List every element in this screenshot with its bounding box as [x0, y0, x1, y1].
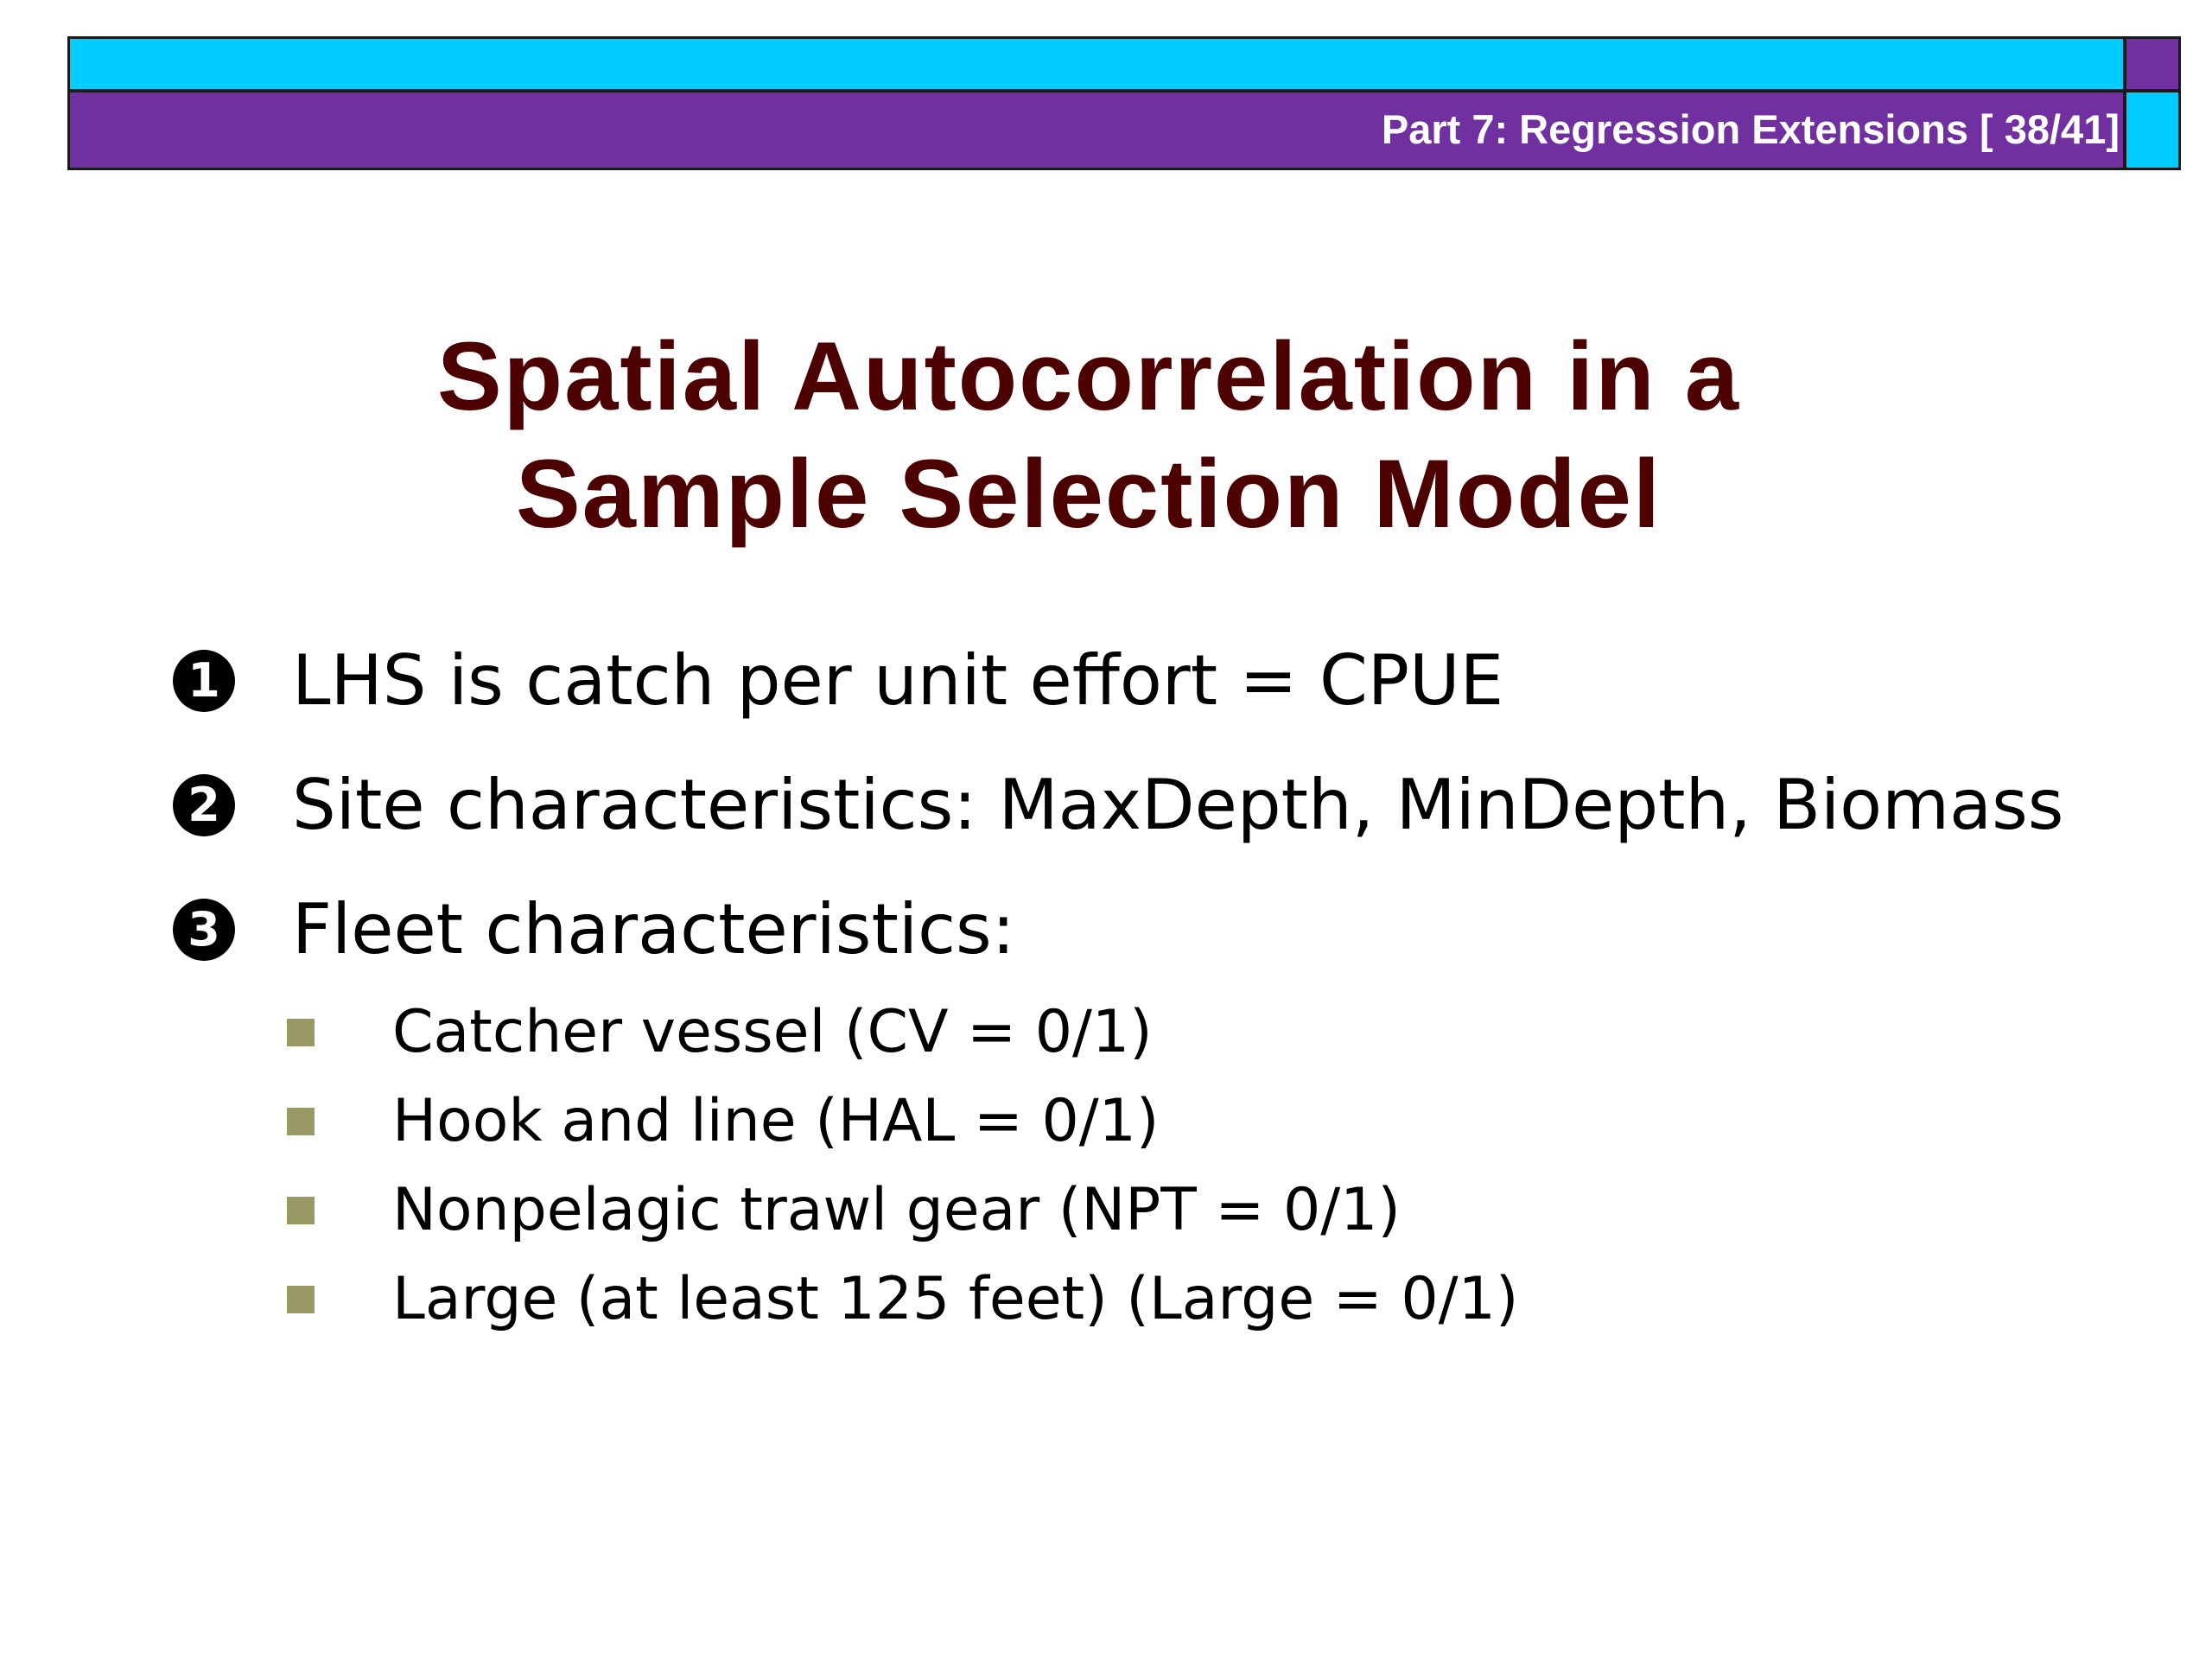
sub-bullet-text-4: Large (at least 125 feet) (Large = 0/1)	[392, 1265, 1519, 1333]
sub-bullet-item-4	[287, 1261, 1518, 1338]
sub-bullet-item-2	[287, 1083, 1159, 1160]
slide-title	[0, 318, 2177, 553]
bullet-text-1: LHS is catch per unit effort = CPUE	[292, 640, 1504, 721]
slide-section-label: Part 7: Regression Extensions [ 38/41]	[1381, 106, 2120, 152]
sub-bullet-text-2: Hook and line (HAL = 0/1)	[392, 1087, 1160, 1155]
square-bullet-icon	[287, 1197, 315, 1224]
number-3-icon: 3	[173, 899, 235, 961]
number-1-icon: 1	[173, 650, 235, 712]
square-bullet-icon	[287, 1019, 315, 1046]
sub-bullet-text-1: Catcher vessel (CV = 0/1)	[392, 998, 1153, 1066]
square-bullet-icon	[287, 1286, 315, 1313]
bullet-item-3	[173, 887, 1015, 973]
header-corner-square-bottom	[2124, 90, 2181, 170]
bullet-text-2: Site characteristics: MaxDepth, MinDepth, Biomass	[292, 765, 2064, 845]
square-bullet-icon	[287, 1108, 315, 1135]
sub-bullet-item-1	[287, 994, 1153, 1071]
bullet-text-3: Fleet characteristics:	[292, 889, 1015, 969]
number-2-icon: 2	[173, 774, 235, 836]
header-corner-square-top	[2124, 36, 2181, 92]
slide-title-line-1: Spatial Autocorrelation in a	[436, 322, 1741, 430]
bullet-item-1	[173, 638, 1503, 724]
header-band-top	[67, 36, 2126, 92]
slide-title-line-2: Sample Selection Model	[515, 440, 1662, 548]
sub-bullet-text-3: Nonpelagic trawl gear (NPT = 0/1)	[392, 1176, 1401, 1244]
bullet-item-2	[173, 762, 2063, 849]
sub-bullet-item-3	[287, 1172, 1401, 1249]
